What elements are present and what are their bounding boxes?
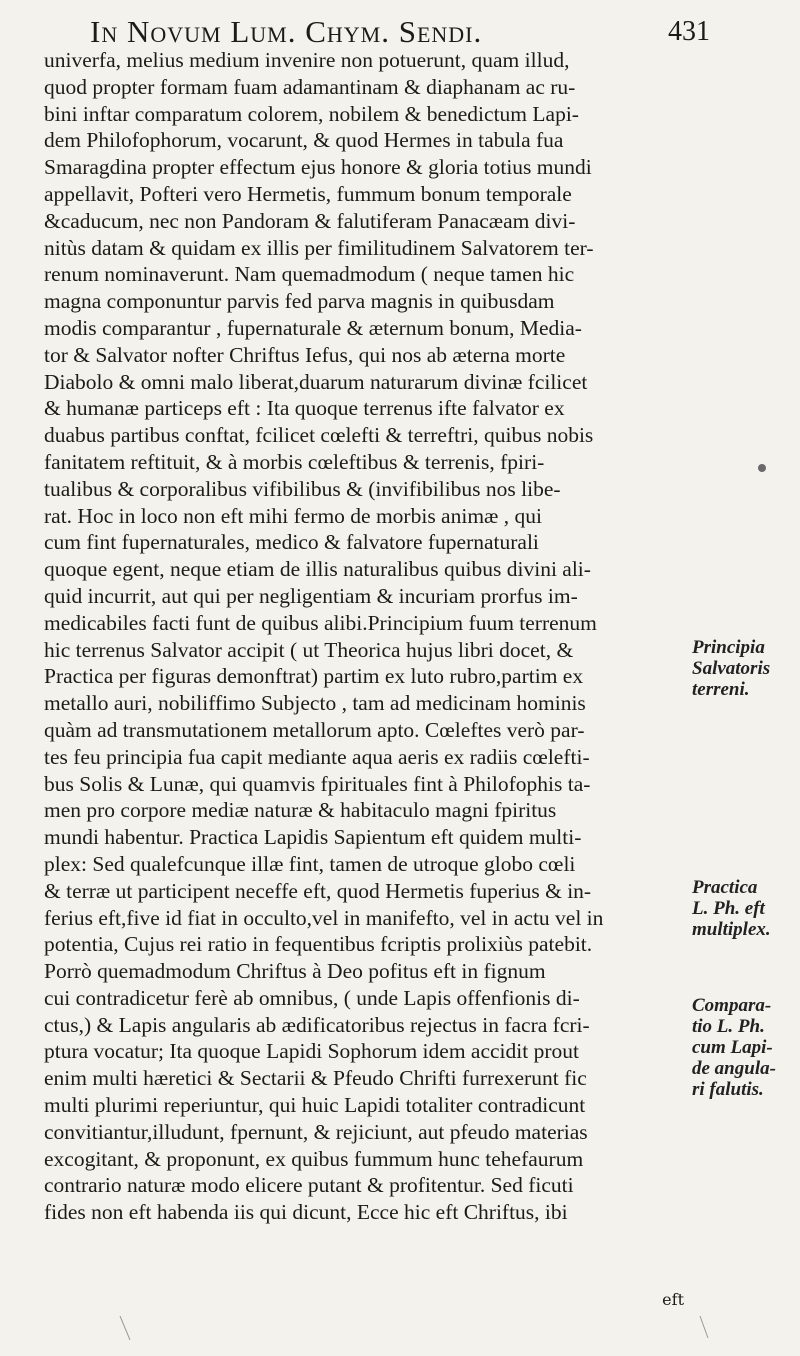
text-line: metallo auri, nobiliffimo Subjecto , tam ad medicinam hominis [44, 691, 586, 716]
marginal-note-line: cum Lapi- [692, 1037, 773, 1058]
text-line: cum fint fupernaturales, medico & falvatore fupernaturali [44, 530, 539, 555]
text-line: quod propter formam fuam adamantinam & diaphanam ac ru- [44, 74, 576, 99]
catchword: eft [662, 1290, 684, 1309]
text-line: univerfa, melius medium invenire non potuerunt, quam illud, [44, 48, 570, 72]
marginal-note-line: multiplex. [692, 919, 771, 940]
text-line: ctus,) & Lapis angularis ab ædificatoribus rejectus in facra fcri- [44, 1012, 590, 1037]
text-line: Porrò quemadmodum Chriftus à Deo pofitus eft in fignum [44, 959, 546, 984]
text-line: bini inftar comparatum colorem, nobilem & benedictum Lapi- [44, 101, 579, 126]
marginal-note-line: Principia [692, 637, 765, 658]
page-number: 431 [668, 16, 710, 47]
marginal-note-line: L. Ph. eft [692, 898, 765, 919]
text-line: Smaragdina propter effectum ejus honore & gloria totius mundi [44, 155, 592, 180]
text-line: medicabiles facti funt de quibus alibi.Principium fuum terrenum [44, 610, 597, 635]
text-line: multi plurimi reperiuntur, qui huic Lapidi totaliter contradicunt [44, 1093, 586, 1118]
text-line: tualibus & corporalibus vifibilibus & (invifibilibus nos libe- [44, 476, 561, 501]
text-line: tes feu principia fua capit mediante aqua aeris ex radiis cœlefti- [44, 744, 590, 769]
text-line: appellavit, Pofteri vero Hermetis, fummum bonum temporale [44, 181, 572, 206]
text-line: rat. Hoc in loco non eft mihi fermo de morbis animæ , qui [44, 503, 542, 528]
text-line: quoque egent, neque etiam de illis naturalibus quibus divini ali- [44, 557, 591, 582]
text-line: renum nominaverunt. Nam quemadmodum ( neque tamen hic [44, 262, 575, 287]
text-line: duabus partibus conftat, fcilicet cœlefti & terreftri, quibus nobis [44, 423, 594, 448]
text-line: quàm ad transmutationem metallorum apto. Cœleftes verò par- [44, 717, 585, 742]
text-line: tor & Salvator nofter Chriftus Iefus, qui nos ab æterna morte [44, 342, 566, 367]
marginal-note-line: de angula- [692, 1058, 776, 1079]
text-line: ferius eft,five id fiat in occulto,vel in manifefto, vel in actu vel in [44, 905, 604, 930]
text-line: cui contradicetur ferè ab omnibus, ( unde Lapis offenfionis di- [44, 985, 580, 1010]
text-line: potentia, Cujus rei ratio in fequentibus fcriptis prolixiùs patebit. [44, 932, 593, 957]
text-line: hic terrenus Salvator accipit ( ut Theorica hujus libri docet, & [44, 637, 574, 662]
ink-speck [758, 464, 766, 472]
running-title: In Novum Lum. Chym. Sendi. [90, 14, 483, 49]
text-line: modis comparantur , fupernaturale & æternum bonum, Media- [44, 315, 582, 340]
text-line: fanitatem reftituit, & à morbis cœleftibus & terrenis, fpiri- [44, 449, 545, 474]
text-line: Practica per figuras demonftrat) partim ex luto rubro,partim ex [44, 664, 584, 689]
text-line: Diabolo & omni malo liberat,duarum naturarum divinæ fcilicet [44, 369, 588, 394]
text-line: plex: Sed qualefcunque illæ fint, tamen de utroque globo cœli [44, 851, 576, 876]
text-line: fides non eft habenda iis qui dicunt, Ecce hic eft Chriftus, ibi [44, 1200, 568, 1225]
text-line: magna componuntur parvis fed parva magnis in quibusdam [44, 289, 555, 314]
text-line: ptura vocatur; Ita quoque Lapidi Sophorum idem accidit prout [44, 1039, 579, 1064]
paper-mark [120, 1316, 130, 1340]
marginal-note-line: ri falutis. [692, 1079, 764, 1100]
marginal-note-line: tio L. Ph. [692, 1016, 765, 1037]
text-line: men pro corpore mediæ naturæ & habitaculo magni fpiritus [44, 798, 557, 823]
text-line: &caducum, nec non Pandoram & falutiferam Panacæam divi- [44, 208, 576, 233]
marginal-note-line: Compara- [692, 995, 772, 1016]
text-line: convitiantur,illudunt, fpernunt, & rejiciunt, aut pfeudo materias [44, 1119, 588, 1144]
text-line: bus Solis & Lunæ, qui quamvis fpirituales fint à Philofophis ta- [44, 771, 591, 796]
text-line: nitùs datam & quidam ex illis per fimilitudinem Salvatorem ter- [44, 235, 594, 260]
marginal-note-line: Practica [692, 877, 758, 898]
marginal-note-line: terreni. [692, 679, 750, 700]
text-line: contrario naturæ modo elicere putant & profitentur. Sed ficuti [44, 1173, 574, 1198]
text-line: dem Philofophorum, vocarunt, & quod Hermes in tabula fua [44, 128, 564, 153]
text-line: & humanæ particeps eft : Ita quoque terrenus ifte falvator ex [44, 396, 565, 421]
text-line: & terræ ut participent neceffe eft, quod Hermetis fuperius & in- [44, 878, 592, 903]
text-line: quid incurrit, aut qui per negligentiam & incuriam prorfus im- [44, 583, 578, 608]
text-line: mundi habentur. Practica Lapidis Sapientum eft quidem multi- [44, 825, 582, 850]
paper-mark [700, 1316, 708, 1338]
text-line: enim multi hæretici & Sectarii & Pfeudo Chrifti furrexerunt fic [44, 1066, 587, 1091]
marginal-note-line: Salvatoris [692, 658, 771, 679]
text-line: excogitant, & proponunt, ex quibus fummum hunc tehefaurum [44, 1146, 584, 1171]
